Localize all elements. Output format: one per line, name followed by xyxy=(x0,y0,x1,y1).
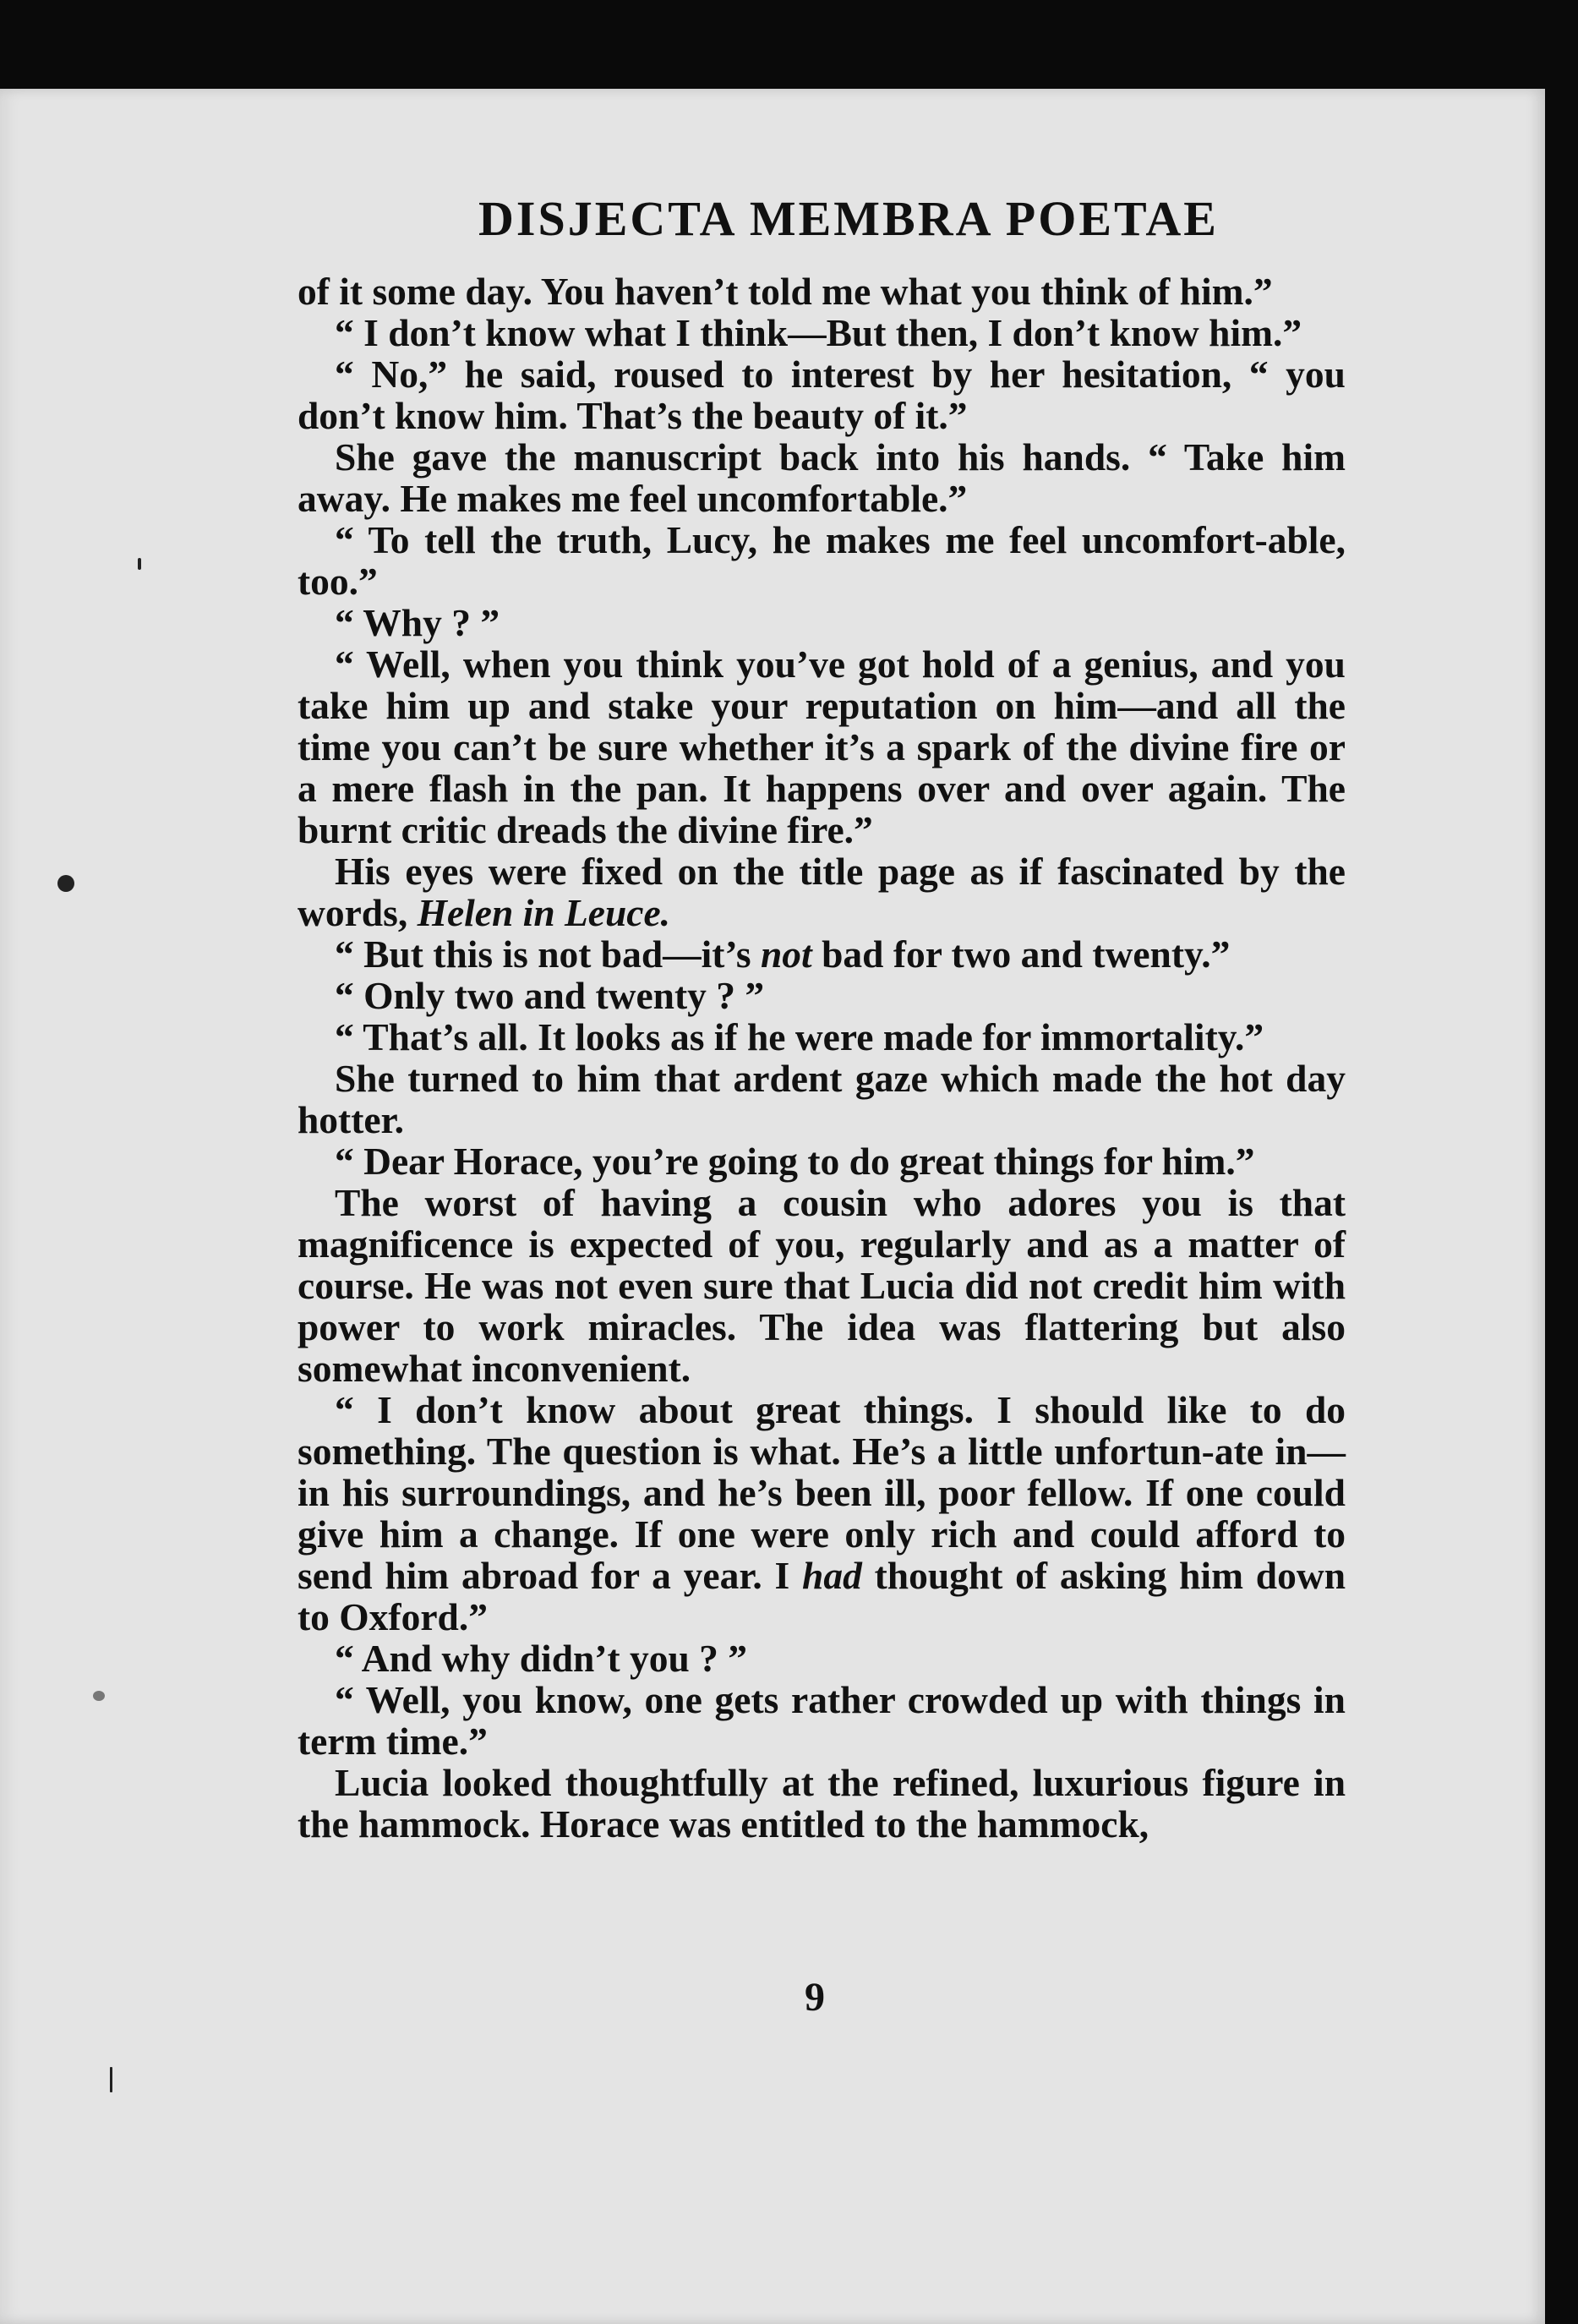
running-header: DISJECTA MEMBRA POETAE xyxy=(478,191,1219,246)
book-page xyxy=(0,89,1545,2324)
paragraph: Lucia looked thoughtfully at the refined, luxurious figure in the hammock. Horace was entitled to the hammock, xyxy=(298,1761,1346,1846)
italic-word: not xyxy=(761,932,812,976)
paragraph-text-tail: bad for two and twenty.” xyxy=(811,932,1231,976)
paragraph: “ And why didn’t you ? ” xyxy=(335,1637,748,1680)
scan-speck xyxy=(110,2067,112,2092)
paragraph: “ Well, when you think you’ve got hold of a genius, and you take him up and stake your reputation on him—and all the time you can’t be sure whether it’s a spark of the divine fire or a mere flash in the pan. It happens over and over again. The burnt critic dreads the divine fire.” xyxy=(298,643,1346,851)
paragraph: “ No,” he said, roused to interest by her hesitation, “ you don’t know him. That’s the beauty of it.” xyxy=(298,353,1346,437)
page-number: 9 xyxy=(805,1975,825,2020)
paragraph: “ To tell the truth, Lucy, he makes me feel uncomfort-able, too.” xyxy=(298,518,1346,603)
paragraph-text: “ But this is not bad—it’s xyxy=(335,932,751,976)
paragraph: “ Only two and twenty ? ” xyxy=(335,974,765,1017)
italic-title: Helen in Leuce. xyxy=(417,891,671,934)
paragraph xyxy=(298,933,1346,975)
paragraph xyxy=(298,850,1346,933)
paragraph xyxy=(298,1389,1346,1638)
scan-speck xyxy=(138,558,141,570)
paragraph: “ Why ? ” xyxy=(335,601,500,644)
paragraph-text-tail: thought of asking him down to Oxford.” xyxy=(298,1554,1346,1638)
paragraph: She gave the manuscript back into his hands. “ Take him away. He makes me feel uncomfortable.” xyxy=(298,435,1346,520)
paragraph-text: His eyes were fixed on the title page as if fascinated by the words, xyxy=(298,850,1346,934)
paragraph: of it some day. You haven’t told me what you think of him.” xyxy=(298,270,1273,313)
paragraph-text: “ I don’t know about great things. I should like to do something. The question is what. He’s a little unfortun-ate in—in his surroundings, and he’s been ill, poor fellow. If one could give him a change. If one were only rich and could afford to send him abroad for a year. I xyxy=(298,1388,1346,1597)
paragraph: The worst of having a cousin who adores you is that magnificence is expected of you, regularly and as a matter of course. He was not even sure that Lucia did not credit him with power to work miracles. The idea was flattering but also somewhat inconvenient. xyxy=(298,1181,1346,1390)
paragraph: “ Well, you know, one gets rather crowded up with things in term time.” xyxy=(298,1678,1346,1763)
scan-speck xyxy=(57,875,74,892)
paragraph: “ That’s all. It looks as if he were made for immortality.” xyxy=(335,1015,1264,1058)
paragraph: “ I don’t know what I think—But then, I don’t know him.” xyxy=(335,311,1302,354)
italic-word: had xyxy=(802,1554,862,1597)
paragraph: “ Dear Horace, you’re going to do great things for him.” xyxy=(335,1140,1255,1183)
body-text xyxy=(298,271,1346,1845)
scan-speck xyxy=(93,1691,105,1701)
paragraph: She turned to him that ardent gaze which made the hot day hotter. xyxy=(298,1057,1346,1141)
